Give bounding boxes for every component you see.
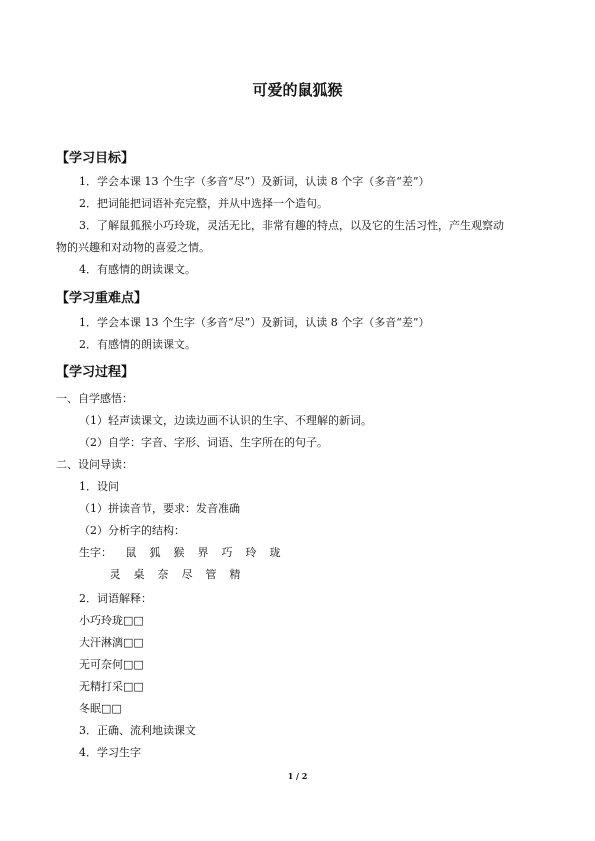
part-item: （2）自学：字音、字形、词语、生字所在的句子。 (79, 436, 328, 449)
term-item: 小巧玲珑□□ (79, 614, 144, 627)
term-item: 大汗淋漓□□ (79, 636, 144, 649)
new-character: 猴 (173, 546, 185, 559)
step-title: 4．学习生字 (79, 746, 141, 759)
key-point-item: 2．有感情的朗读课文。 (79, 338, 196, 351)
new-character: 精 (229, 568, 241, 581)
term-item: 无可奈何□□ (79, 658, 144, 671)
new-character: 桌 (133, 568, 145, 581)
page-title: 可爱的鼠狐猴 (252, 81, 343, 99)
new-character: 鼠 (125, 546, 137, 559)
new-character: 巧 (221, 546, 233, 559)
key-points-heading: 【学习重难点】 (56, 291, 148, 306)
process-heading: 【学习过程】 (56, 365, 135, 380)
objective-item: 4．有感情的朗读课文。 (79, 263, 196, 276)
new-character: 尽 (181, 568, 193, 581)
term-item: 冬眠□□ (79, 702, 122, 715)
objective-item-continued: 物的兴趣和对动物的喜爱之情。 (56, 241, 210, 254)
step-title: 1．设问 (79, 480, 119, 493)
step-item: （1）拼读音节，要求：发音准确 (79, 502, 240, 515)
new-character: 珑 (269, 546, 281, 559)
part-title: 一、自学感悟： (56, 392, 133, 405)
objectives-heading: 【学习目标】 (56, 151, 135, 166)
new-characters-row (79, 546, 287, 560)
new-characters-label: 生字： (79, 546, 112, 559)
objective-item: 2．把词能把词语补充完整，并从中选择一个造句。 (79, 197, 328, 210)
new-character: 灵 (109, 568, 121, 581)
page-number: 1 / 2 (287, 771, 308, 781)
key-point-item: 1．学会本课 13 个生字（多音“尽”）及新词，认读 8 个字（多音“差”） (79, 316, 430, 329)
part-title: 二、设问导读： (56, 458, 133, 471)
new-character: 狐 (149, 546, 161, 559)
new-character: 奈 (157, 568, 169, 581)
new-character: 界 (197, 546, 209, 559)
part-item: （1）轻声读课文，边读边画不认识的生字、不理解的新词。 (79, 414, 372, 427)
step-title: 3．正确、流利地读课文 (79, 724, 196, 737)
new-character: 管 (205, 568, 217, 581)
new-character: 玲 (245, 546, 257, 559)
objective-item: 3．了解鼠狐猴小巧玲珑，灵活无比，非常有趣的特点，以及它的生活习性，产生观察动 (79, 219, 504, 232)
new-characters-row (103, 568, 247, 582)
objective-item: 1．学会本课 13 个生字（多音“尽”）及新词，认读 8 个字（多音“差”） (79, 175, 430, 188)
step-item: （2）分析字的结构： (79, 524, 185, 537)
step-title: 2．词语解释： (79, 592, 152, 605)
term-item: 无精打采□□ (79, 680, 144, 693)
